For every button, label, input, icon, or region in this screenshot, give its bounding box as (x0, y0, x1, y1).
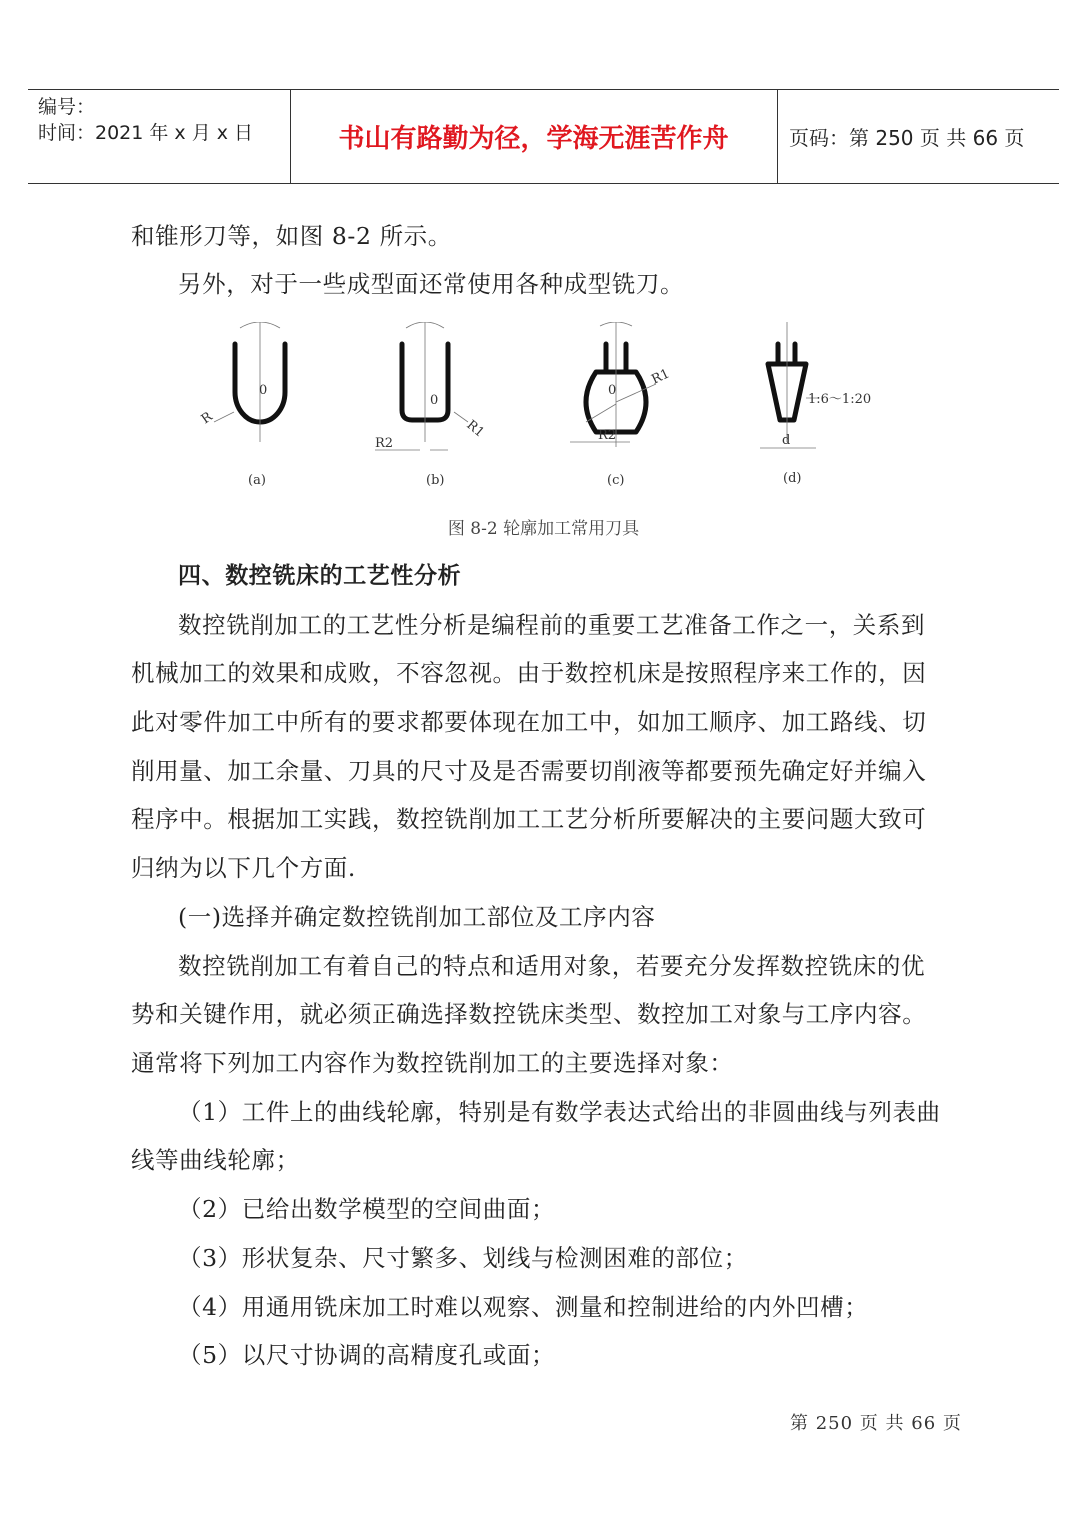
label-o-a: 0 (259, 383, 268, 398)
label-o-c: 0 (608, 383, 617, 398)
time-label: 时间：2021 年 x 月 x 日 (38, 122, 254, 144)
paragraph-2: 另外，对于一些成型面还常使用各种成型铣刀。 (178, 270, 685, 298)
label-d-dim: d (782, 433, 791, 448)
label-b: (b) (426, 473, 445, 488)
paragraph-4-line-2: 势和关键作用，就必须正确选择数控铣床类型、数控加工对象与工序内容。 (131, 1000, 927, 1028)
list-item-4: （4）用通用铣床加工时难以观察、测量和控制进给的内外凹槽； (178, 1293, 869, 1321)
header-page-info: 页码：第 250 页 共 66 页 (789, 126, 1025, 150)
list-item-1-line-1: （1）工件上的曲线轮廓，特别是有数学表达式给出的非圆曲线与列表曲 (178, 1098, 941, 1126)
paragraph-3-line-6: 归纳为以下几个方面. (131, 854, 356, 882)
paragraph-3-line-3: 此对零件加工中所有的要求都要体现在加工中，如加工顺序、加工路线、切 (131, 708, 927, 736)
paragraph-3-line-1: 数控铣削加工的工艺性分析是编程前的重要工艺准备工作之一，关系到 (178, 611, 926, 639)
tool-figure (190, 322, 900, 497)
label-r: R (198, 409, 216, 428)
paragraph-3-line-2: 机械加工的效果和成败，不容忽视。由于数控机床是按照程序来工作的，因 (131, 659, 927, 687)
paragraph-3-line-5: 程序中。根据加工实践，数控铣削加工工艺分析所要解决的主要问题大致可 (131, 805, 927, 833)
subsection-heading: (一)选择并确定数控铣削加工部位及工序内容 (178, 903, 656, 931)
page-footer: 第 250 页 共 66 页 (790, 1413, 962, 1434)
header-meta (38, 94, 288, 146)
paragraph-3-line-4: 削用量、加工余量、刀具的尺寸及是否需要切削液等都要预先确定好并编入 (131, 757, 927, 785)
label-r1-b: R1 (463, 417, 487, 441)
label-a: (a) (248, 473, 266, 488)
page-header (28, 89, 1059, 184)
label-r1-c: R1 (649, 366, 673, 388)
label-d: (d) (783, 471, 802, 486)
label-r2-c: R2 (598, 428, 617, 443)
list-item-1-line-2: 线等曲线轮廓； (131, 1146, 300, 1174)
paragraph-1: 和锥形刀等，如图 8-2 所示。 (131, 222, 452, 250)
paragraph-4-line-3: 通常将下列加工内容作为数控铣削加工的主要选择对象： (131, 1049, 734, 1077)
paragraph-4-line-1: 数控铣削加工有着自己的特点和适用对象，若要充分发挥数控铣床的优 (178, 952, 926, 980)
header-motto: 书山有路勤为径，学海无涯苦作舟 (338, 124, 729, 154)
list-item-2: （2）已给出数学模型的空间曲面； (178, 1195, 556, 1223)
section-heading: 四、数控铣床的工艺性分析 (178, 563, 462, 589)
label-o-b: 0 (430, 393, 439, 408)
list-item-3: （3）形状复杂、尺寸繁多、划线与检测困难的部位； (178, 1244, 748, 1272)
label-c: (c) (607, 473, 625, 488)
number-label: 编号： (38, 96, 96, 118)
label-ratio: 1:6～1:20 (808, 392, 872, 407)
label-r2-b: R2 (375, 436, 394, 451)
figure-caption: 图 8-2 轮廓加工常用刀具 (447, 519, 640, 539)
list-item-5: （5）以尺寸协调的高精度孔或面； (178, 1341, 556, 1369)
